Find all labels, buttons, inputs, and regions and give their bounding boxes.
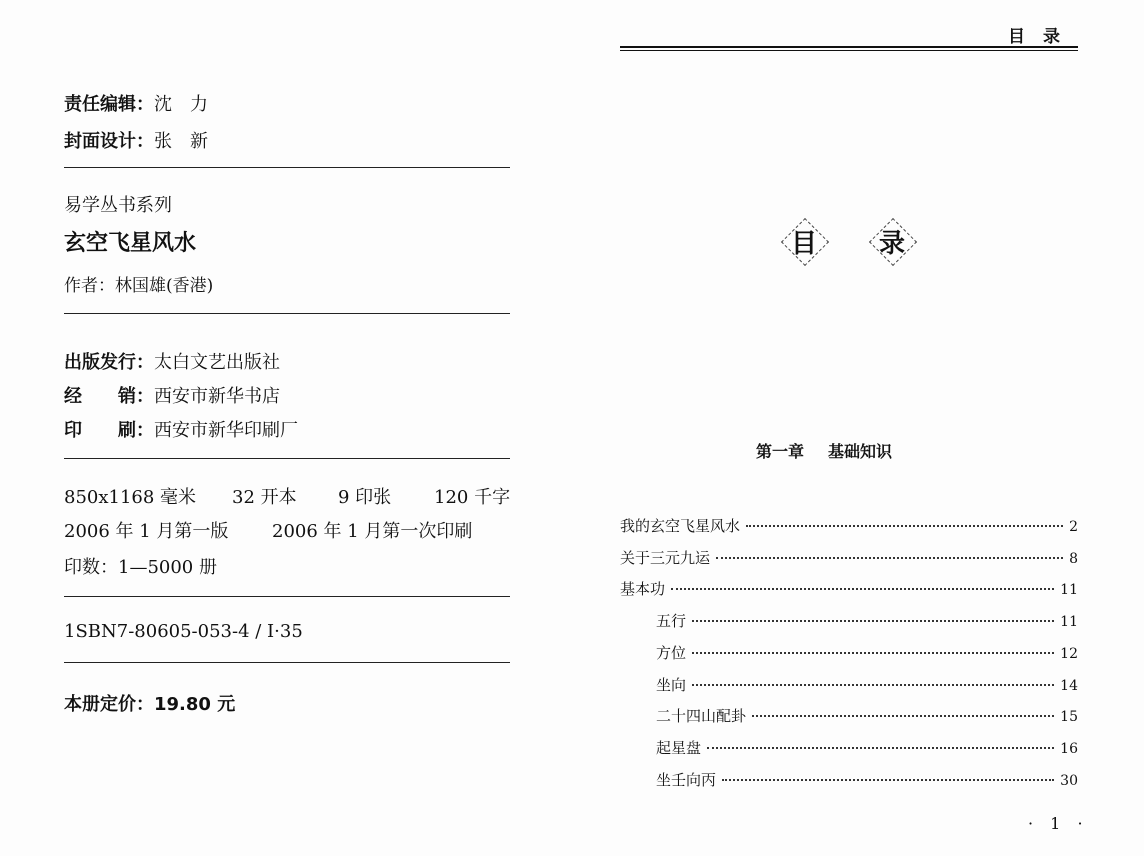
distributor-label: 经 xyxy=(64,386,82,407)
toc-entry[interactable]: 我的玄空飞星风水 2 xyxy=(620,517,1078,535)
running-header: 目录 xyxy=(1008,27,1078,47)
publisher-label: 出版发行： xyxy=(64,352,154,373)
toc-subentry[interactable]: 坐向 14 xyxy=(656,676,1078,694)
toc-entry[interactable]: 关于三元九运 8 xyxy=(620,549,1078,567)
printing: 2006 年 1 月第一次印刷 xyxy=(272,521,473,542)
chapter-heading xyxy=(756,439,892,462)
editor-line xyxy=(64,90,208,116)
divider xyxy=(64,167,510,168)
editor-label: 责任编辑： xyxy=(64,94,154,115)
toc-entry[interactable]: 基本功 11 xyxy=(620,580,1078,598)
spec-words: 120 千字 xyxy=(434,487,511,508)
printer: 西安市新华印刷厂 xyxy=(154,420,298,441)
spec-format: 32 开本 xyxy=(232,487,297,508)
printer-label: 印 xyxy=(64,420,82,441)
spec-sheets: 9 印张 xyxy=(338,487,392,508)
price-line xyxy=(64,690,235,716)
title-char: 目 xyxy=(778,215,830,267)
isbn: 1SBN7-80605-053-4 / I·35 xyxy=(64,621,303,642)
price-label: 本册定价： xyxy=(64,694,154,715)
cover-design-line xyxy=(64,127,208,153)
book-title: 玄空飞星风水 xyxy=(64,231,197,256)
title-char: 录 xyxy=(866,215,918,267)
specs-line xyxy=(64,483,510,509)
header-rule-thin xyxy=(620,50,1078,51)
cover-label: 封面设计： xyxy=(64,131,154,152)
edition: 2006 年 1 月第一版 xyxy=(64,521,229,542)
divider xyxy=(64,458,510,459)
cover-name: 张 新 xyxy=(154,131,208,152)
print-run: 印数：1—5000 册 xyxy=(64,557,217,578)
header-rule xyxy=(620,46,1078,48)
copyright-page xyxy=(0,0,560,856)
toc-subentry[interactable]: 二十四山配卦 15 xyxy=(656,707,1078,725)
edition-line xyxy=(64,517,472,543)
toc-subentry[interactable]: 方位 12 xyxy=(656,644,1078,662)
divider xyxy=(64,313,510,314)
price: 19.80 元 xyxy=(154,694,236,715)
editor-name: 沈 力 xyxy=(154,94,208,115)
spec-size: 850x1168 毫米 xyxy=(64,487,197,508)
divider xyxy=(64,662,510,663)
chapter-number: 第一章 xyxy=(756,442,805,461)
publisher: 太白文艺出版社 xyxy=(154,352,280,373)
contents-page xyxy=(600,0,1144,856)
distributor-label-2: 销： xyxy=(118,386,154,407)
author: 作者：林国雄(香港) xyxy=(64,276,214,296)
series-name: 易学丛书系列 xyxy=(64,195,172,216)
distributor: 西安市新华书店 xyxy=(154,386,280,407)
toc-subentry[interactable]: 五行 11 xyxy=(656,612,1078,630)
toc-subentry[interactable]: 起星盘 16 xyxy=(656,739,1078,757)
chapter-name: 基础知识 xyxy=(828,442,893,461)
page-number: · 1 · xyxy=(1028,814,1089,833)
publisher-line xyxy=(64,348,280,374)
divider xyxy=(64,596,510,597)
printer-label-2: 刷： xyxy=(118,420,154,441)
contents-title xyxy=(778,215,938,267)
toc-subentry[interactable]: 坐壬向丙 30 xyxy=(656,771,1078,789)
distributor-line xyxy=(64,382,280,408)
printer-line xyxy=(64,416,298,442)
